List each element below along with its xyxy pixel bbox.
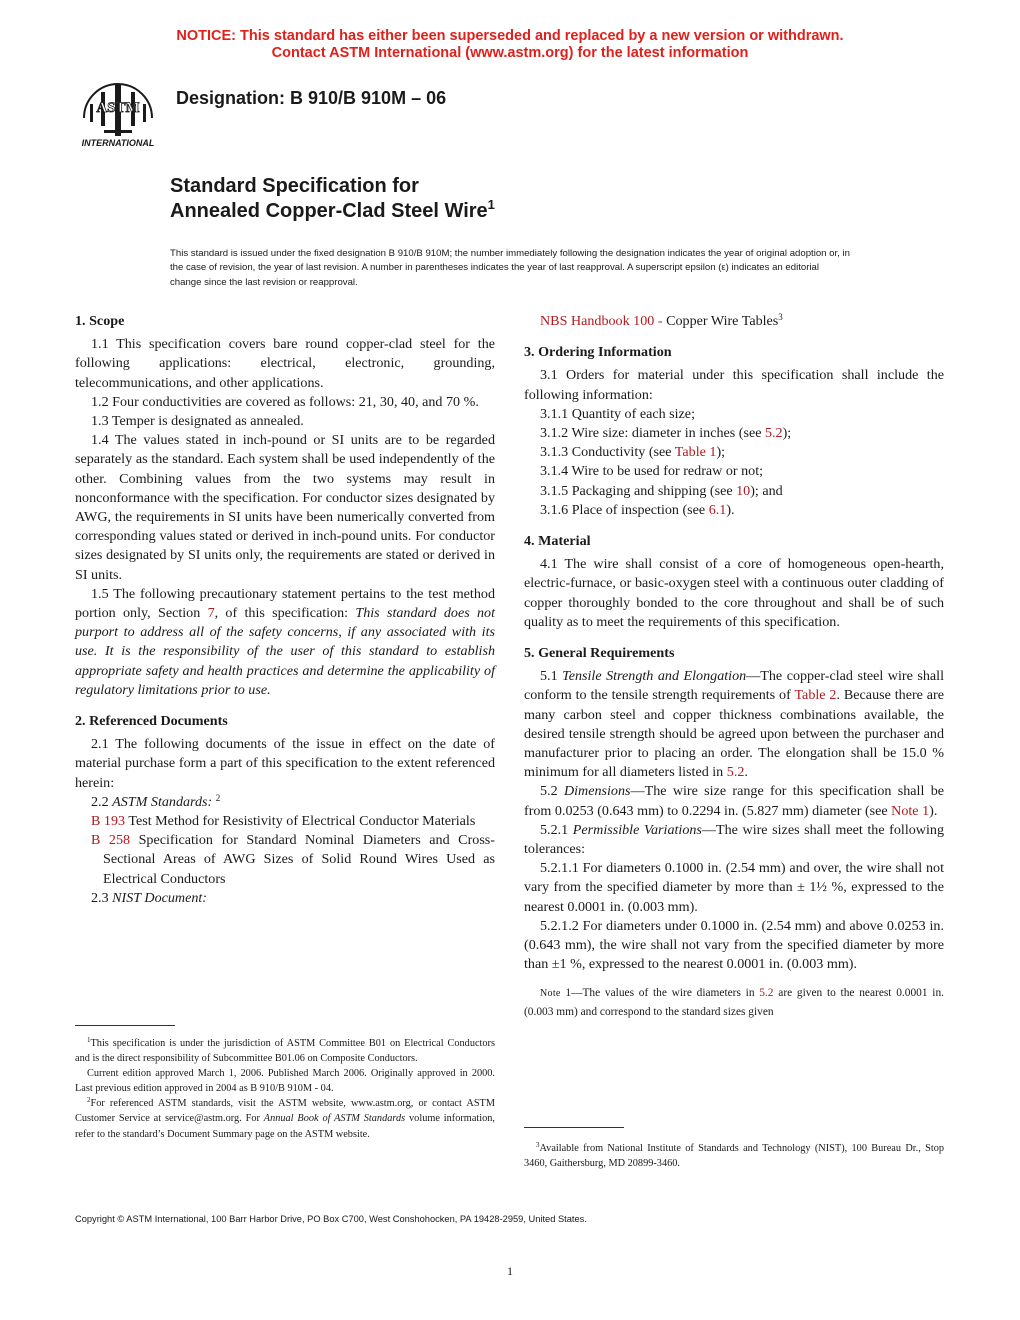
para-3-1-3 [524,443,944,462]
section-10-link[interactable]: 10 [736,482,751,499]
section-3-heading: 3. Ordering Information [524,344,672,361]
para-1-4: 1.4 The values stated in inch-pound or SI units are to be regarded separately as the standard. Each system shall be used independently of the other. Combining values from the two systems may result in nonconformance with the specification. For conductor sizes designated by AWG, the requirements in SI units have been numerically converted from corresponding values stated or derived in inch-pound units. For conductor sizes designated by SI units only, the requirements are stated or derived in SI units. [75,432,495,583]
b258-link[interactable]: B 258 [91,832,131,849]
para-4-1: 4.1 The wire shall consist of a core of homogeneous open-hearth, electric-furnace, or basic-oxygen steel with a continuous outer cladding of copper thoroughly bonded to the core throughout and shall be of such quality as to meet the requirements of this specification. [524,556,944,630]
para-5-2-1-text: —The wire sizes shall meet the following tolerances: [524,821,944,858]
para-5-1-end: . [744,764,748,781]
footnote-1 [75,1036,495,1066]
footnotes-left [75,1036,495,1142]
para-3-1-6 [524,501,944,520]
footnote-2-text-b: volume information, refer to the standard’s Document Summary page on the ASTM website. [75,1113,495,1140]
section-2-heading: 2. Referenced Documents [75,713,228,730]
para-5-1-num: 5.1 [540,668,563,685]
safety-statement: This standard does not purport to address all of the safety concerns, if any associated with its use. It is the responsibility of the user of this standard to establish appropriate safety and health practices and determine the applicability of regulatory limitations prior to use. [75,605,496,698]
para-3-1-1: 3.1.1 Quantity of each size; [540,405,695,422]
note-5-2-link[interactable]: 5.2 [759,986,774,999]
title-line-1: Standard Specification for [170,175,419,197]
para-3-1: 3.1 Orders for material under this specification shall include the following information: [524,367,944,403]
footnote-2-text: For referenced ASTM standards, visit the ASTM website, www.astm.org, or contact ASTM Customer Service at service@astm.org. For [75,1098,495,1125]
ref-5-2-link[interactable]: 5.2 [764,425,783,442]
title-footnote-mark: 1 [487,197,495,212]
astm-standards-label: ASTM Standards: [112,793,213,810]
para-2-2-num: 2.2 [91,793,113,810]
section-5-heading: 5. General Requirements [524,645,675,662]
footnote-3-ref: 3 [778,312,783,322]
astm-logo-icon [76,74,160,150]
page-number: 1 [507,1264,513,1278]
table-2-link[interactable]: Table 2 [794,687,837,704]
para-5-2-1-2: 5.2.1.2 For diameters under 0.1000 in. (2.54 mm) and above 0.0253 in. (0.643 mm), the wire shall not vary from the specified diameter by more than ±1 %, expressed to the nearest 0.0001 in. (0.003 mm). [524,917,944,973]
para-1-5-text-b: , of this specification: [214,605,356,622]
title-line-2 [170,199,495,224]
para-3-1-5-text: 3.1.5 Packaging and shipping (see [540,482,737,499]
note-1 [524,984,944,1022]
para-5-2-title: Dimensions [563,783,631,800]
designation: Designation: B 910/B 910M – 06 [176,88,447,108]
para-5-1-title: Tensile Strength and Elongation [562,668,747,685]
para-1-2: 1.2 Four conductivities are covered as follows: 21, 30, 40, and 70 %. [91,393,479,410]
table-1-link[interactable]: Table 1 [674,444,717,461]
para-5-2 [524,782,944,820]
para-5-1-text: —The copper-clad steel wire shall conform to the tensile strength requirements of [524,668,944,704]
para-5-1 [524,667,944,782]
ref-5-2-link-2[interactable]: 5.2 [726,764,745,781]
footnote-2-mark: 2 [87,1096,91,1105]
ref-b193 [75,812,495,831]
footnote-3-mark: 3 [536,1141,540,1149]
para-1-3: 1.3 Temper is designated as annealed. [91,413,304,430]
para-3-1-2-text: 3.1.2 Wire size: diameter in inches (see [540,425,765,442]
footnote-1-mark: 1 [87,1036,91,1044]
para-5-2-num: 5.2 [540,783,564,800]
footnote-3-text: Available from National Institute of Standards and Technology (NIST), 100 Bureau Dr., Stop 3460, Gaithersburg, MD 20899-3460. [524,1143,944,1170]
para-5-2-1-title: Permissible Variations [572,821,702,838]
section-7-link[interactable]: 7 [207,605,215,622]
para-1-1: 1.1 This specification covers bare round copper-clad steel for the following applications: electrical, electronic, grounding, telecommunications, and other applications. [75,336,495,391]
para-1-5-text: 1.5 The following precautionary statement pertains to the test method portion only, Section [75,585,495,622]
footnote-divider-right [524,1127,624,1128]
section-6-1-link[interactable]: 6.1 [708,501,727,518]
issued-note: This standard is issued under the fixed designation B 910/B 910M; the number immediately following the designation indicates the year of original adoption or, in the case of revision, the year of last revision. A number in parentheses indicates the year of last reapproval. A superscript epsilon (ε) indicates an editorial change since the last revision or reapproval. [170,248,850,288]
note-label: Note [540,987,561,999]
para-5-2-text: —The wire size range for this specification shall be from 0.0253 (0.643 mm) to 0.2294 in. (5.827 mm) diameter (see [524,783,944,819]
footnote-2-ref: 2 [215,792,221,803]
para-3-1-6-text: 3.1.6 Place of inspection (see [540,501,709,518]
section-1-heading: 1. Scope [75,313,125,329]
para-2-2 [75,793,495,812]
footnotes-right [524,1141,944,1171]
nbs-reference [524,312,944,331]
para-3-1-5-end: ); and [750,482,783,499]
title-line-2-text: Annealed Copper-Clad Steel Wire [170,200,488,222]
footnote-3 [524,1141,944,1171]
b193-link[interactable]: B 193 [91,813,126,830]
para-3-1-2 [524,424,944,443]
note-1-text: 1—The values of the wire diameters in [560,986,760,999]
note-1-text-b: are given to the nearest 0.0001 in. (0.003 mm) and correspond to the standard sizes given [524,986,944,1018]
para-5-2-end: ). [929,802,938,819]
ref-b258 [75,831,495,889]
para-3-1-6-end: ). [726,501,735,518]
b193-text: Test Method for Resistivity of Electrical Conductor Materials [125,813,476,830]
nbs-text: Copper Wire Tables [662,313,779,329]
note-1-link[interactable]: Note 1 [891,802,930,819]
nbs-handbook-link[interactable]: NBS Handbook 100 - [540,313,663,329]
right-column [524,312,944,1022]
para-2-3 [75,889,495,908]
para-2-1: 2.1 The following documents of the issue in effect on the date of material purchase form a part of this specification to the extent referenced herein: [75,736,495,791]
para-3-1-5 [524,482,944,501]
footnote-1-b: Current edition approved March 1, 2006. Published March 2006. Originally approved in 2000. Last previous edition approved in 2004 as B 910/B 910M - 04. [75,1068,495,1095]
notice-line-1: NOTICE: This standard has either been superseded and replaced by a new version or withdrawn. [176,28,844,44]
logo-text: ASTM [96,100,140,116]
para-3-1-3-text: 3.1.3 Conductivity (see [540,444,675,461]
para-5-1-text-b: . Because there are many carbon steel and copper thickness combinations available, the desired tensile strength should be agreed upon between the purchaser and manufacturer prior to placing an order. The elongation shall be 15.0 % minimum for all diameters listed in [524,687,945,781]
footnote-2 [75,1096,495,1141]
b258-text: Specification for Standard Nominal Diameters and Cross-Sectional Areas of AWG Sizes of Solid Round Wires Used as Electrical Conductors [103,832,495,887]
para-3-1-3-end: ); [716,444,726,461]
nist-document-label: NIST Document: [112,889,208,906]
para-1-5 [75,585,495,700]
logo-subtext: INTERNATIONAL [81,138,155,148]
para-3-1-2-end: ); [782,425,792,442]
document-title [170,174,495,224]
footnote-divider-left [75,1025,175,1026]
para-2-3-num: 2.3 [91,889,113,906]
section-4-heading: 4. Material [524,533,591,550]
para-3-1-4: 3.1.4 Wire to be used for redraw or not; [540,463,764,480]
copyright: Copyright © ASTM International, 100 Barr Harbor Drive, PO Box C700, West Conshohocken, PA 19428-2959, United States. [75,1214,587,1224]
withdrawal-notice [0,28,1020,62]
footnote-1-text: This specification is under the jurisdiction of ASTM Committee B01 on Electrical Conductors and is the direct responsibility of Subcommittee B01.06 on Composite Conductors. [75,1038,495,1065]
left-column [75,312,495,908]
footnote-2-book: Annual Book of ASTM Standards [263,1113,406,1125]
notice-line-2: Contact ASTM International (www.astm.org) for the latest information [271,45,749,61]
para-5-2-1-1: 5.2.1.1 For diameters 0.1000 in. (2.54 mm) and over, the wire shall not vary from the specified diameter by more than ± 1½ %, expressed to the nearest 0.0001 in. (0.003 mm). [524,860,944,915]
para-5-2-1 [524,821,944,859]
para-5-2-1-num: 5.2.1 [540,821,573,838]
